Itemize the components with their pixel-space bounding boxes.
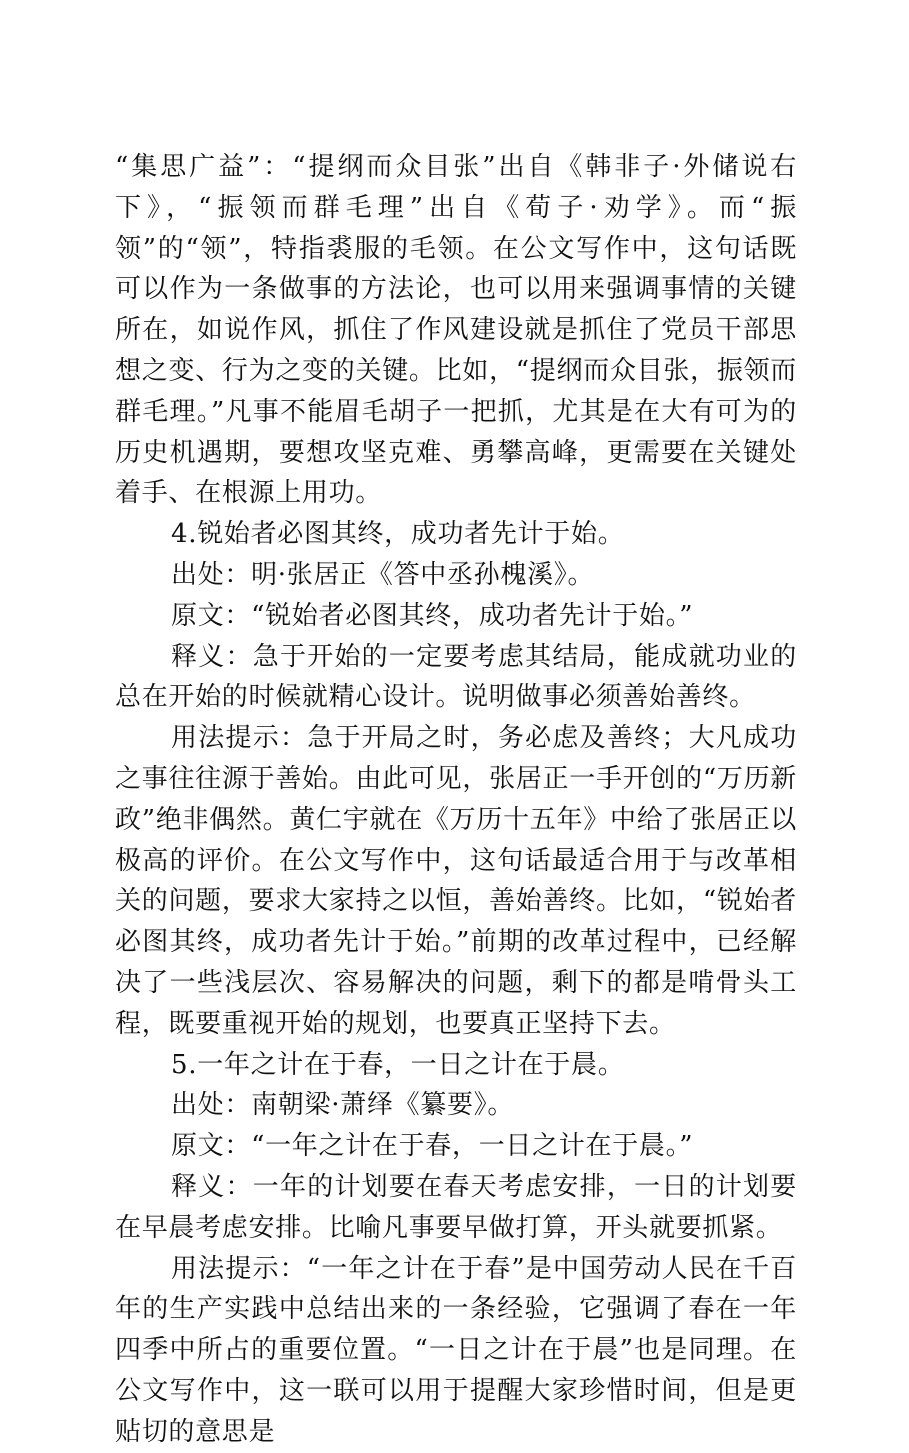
usage-tip-5: 用法提示：“一年之计在于春”是中国劳动人民在千百年的生产实践中总结出来的一条经验，它强调了春在一年四季中所占的重要位置。“一日之计在于晨”也是同理。在公文写作中，这一联可以用于提醒大家珍惜时间，但是更贴切的意思是 (115, 1253, 797, 1447)
source-5: 出处：南朝梁·萧绎《纂要》。 (171, 1090, 515, 1121)
section-heading-4: 4.锐始者必图其终，成功者先计于始。 (171, 519, 625, 550)
paragraph-intro: “集思广益”：“提纲而众目张”出自《韩非子·外储说右下》，“振领而群毛理”出自《荀子·劝学》。而“振领”的“领”，特指裘服的毛领。在公文写作中，这句话既可以作为一条做事的方法论，也可以用来强调事情的关键所在，如说作风，抓住了作风建设就是抓住了党员干部思想之变、行为之变的关键。比如，“提纲而众目张，振领而群毛理。”凡事不能眉毛胡子一把抓，尤其是在大有可为的历史机遇期，要想攻坚克难、勇攀高峰，更需要在关键处着手、在根源上用功。 (115, 152, 797, 509)
document-body (115, 147, 797, 1453)
original-text-5: 原文：“一年之计在于春，一日之计在于晨。” (171, 1131, 694, 1162)
meaning-5: 释义：一年的计划要在春天考虑安排，一日的计划要在早晨考虑安排。比喻凡事要早做打算，开头就要抓紧。 (115, 1171, 797, 1243)
original-text-4: 原文：“锐始者必图其终，成功者先计于始。” (171, 600, 694, 631)
section-heading-5: 5.一年之计在于春，一日之计在于晨。 (171, 1049, 625, 1080)
source-4: 出处：明·张居正《答中丞孙槐溪》。 (171, 559, 595, 590)
meaning-4: 释义：急于开始的一定要考虑其结局，能成就功业的总在开始的时候就精心设计。说明做事必须善始善终。 (115, 641, 797, 713)
usage-tip-4: 用法提示：急于开局之时，务必虑及善终；大凡成功之事往往源于善始。由此可见，张居正一手开创的“万历新政”绝非偶然。黄仁宇就在《万历十五年》中给了张居正以极高的评价。在公文写作中，这句话最适合用于与改革相关的问题，要求大家持之以恒，善始善终。比如，“锐始者必图其终，成功者先计于始。”前期的改革过程中，已经解决了一些浅层次、容易解决的问题，剩下的都是啃骨头工程，既要重视开始的规划，也要真正坚持下去。 (115, 723, 797, 1039)
